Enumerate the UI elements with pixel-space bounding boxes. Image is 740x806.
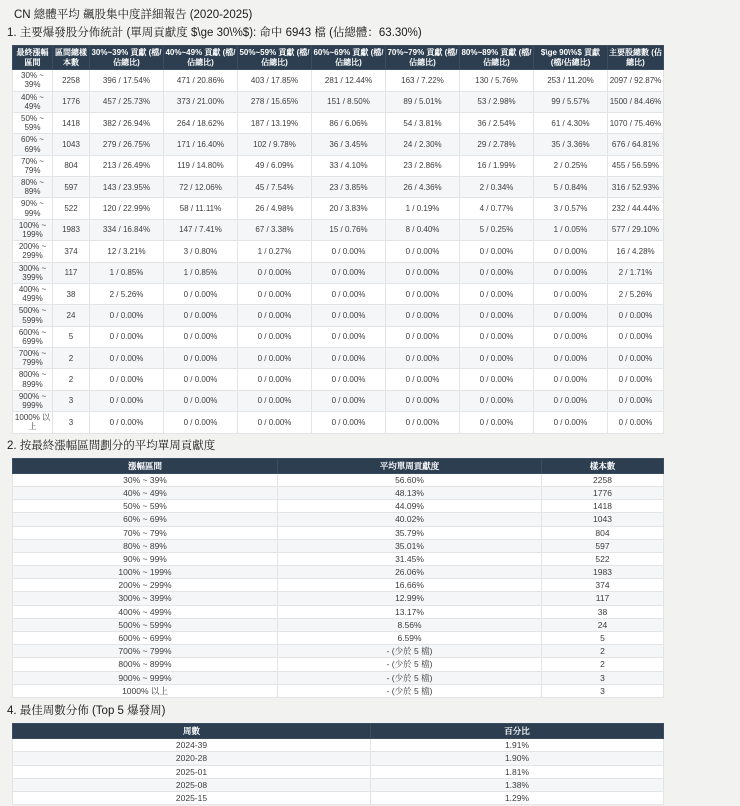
table-cell: 143 / 23.95% xyxy=(90,177,164,198)
table-cell: 5 / 0.25% xyxy=(460,219,534,240)
table-cell: 100% ~ 199% xyxy=(13,566,278,579)
table-row xyxy=(13,513,664,526)
table-cell: 1983 xyxy=(542,566,664,579)
table-cell: 0 / 0.00% xyxy=(164,283,238,304)
table-cell: 0 / 0.00% xyxy=(164,326,238,347)
table-cell: 0 / 0.00% xyxy=(312,262,386,283)
table-cell: 1983 xyxy=(53,219,90,240)
section-4-heading: 4. 最佳周數分佈 (Top 5 爆發周) xyxy=(7,704,166,717)
table-cell: 0 / 0.00% xyxy=(90,326,164,347)
table-cell: 0 / 0.00% xyxy=(460,412,534,433)
table-cell: 0 / 0.00% xyxy=(608,412,664,433)
table-row xyxy=(13,778,664,791)
table-cell: 163 / 7.22% xyxy=(386,70,460,91)
table-cell: 0 / 0.00% xyxy=(90,390,164,411)
table-cell: 0 / 0.00% xyxy=(534,241,608,262)
table-cell: 334 / 16.84% xyxy=(90,219,164,240)
table-cell: 0 / 0.00% xyxy=(534,412,608,433)
table-cell: 35 / 3.36% xyxy=(534,134,608,155)
table-cell: 24 xyxy=(542,618,664,631)
table-cell: 0 / 0.00% xyxy=(238,326,312,347)
table-cell: 4 / 0.77% xyxy=(460,198,534,219)
table-row xyxy=(13,241,664,262)
table-row xyxy=(13,91,664,112)
table-cell: 0 / 0.00% xyxy=(164,390,238,411)
column-header: 周數 xyxy=(13,723,371,738)
table-row xyxy=(13,618,664,631)
table-cell: 33 / 4.10% xyxy=(312,155,386,176)
table-cell: 0 / 0.00% xyxy=(312,369,386,390)
table-cell: 0 / 0.00% xyxy=(386,305,460,326)
table-cell: 58 / 11.11% xyxy=(164,198,238,219)
table-cell: 1 / 0.85% xyxy=(164,262,238,283)
table-cell: 374 xyxy=(53,241,90,262)
table-row xyxy=(13,645,664,658)
table-row xyxy=(13,262,664,283)
table-cell: 56.60% xyxy=(278,473,542,486)
table-cell: 24 / 2.30% xyxy=(386,134,460,155)
table-cell: 31.45% xyxy=(278,552,542,565)
table-cell: 130 / 5.76% xyxy=(460,70,534,91)
table-cell: 0 / 0.00% xyxy=(238,348,312,369)
table-cell: 50% ~ 59% xyxy=(13,112,53,133)
table-cell: 61 / 4.30% xyxy=(534,112,608,133)
table-cell: 264 / 18.62% xyxy=(164,112,238,133)
table-row xyxy=(13,566,664,579)
table-row xyxy=(13,765,664,778)
table-cell: 400% ~ 499% xyxy=(13,283,53,304)
table-cell: 1.91% xyxy=(371,739,664,752)
table-cell: 0 / 0.00% xyxy=(534,390,608,411)
table-cell: 804 xyxy=(53,155,90,176)
table-cell: 1.38% xyxy=(371,778,664,791)
table-row xyxy=(13,155,664,176)
table-cell: 26.06% xyxy=(278,566,542,579)
table-cell: 120 / 22.99% xyxy=(90,198,164,219)
column-header: 主要股總數 (佔總比) xyxy=(608,46,664,70)
table-cell: 2 / 0.34% xyxy=(460,177,534,198)
table-cell: 0 / 0.00% xyxy=(534,283,608,304)
table-cell: 24 xyxy=(53,305,90,326)
table-cell: 44.09% xyxy=(278,500,542,513)
table-row xyxy=(13,412,664,433)
table-cell: 40% ~ 49% xyxy=(13,91,53,112)
table-cell: 38 xyxy=(53,283,90,304)
table-cell: 16.66% xyxy=(278,579,542,592)
table-cell: 1418 xyxy=(53,112,90,133)
table-cell: 26 / 4.36% xyxy=(386,177,460,198)
table-cell: 500% ~ 599% xyxy=(13,305,53,326)
table-cell: 522 xyxy=(542,552,664,565)
table-cell: 300% ~ 399% xyxy=(13,262,53,283)
table-cell: 0 / 0.00% xyxy=(164,348,238,369)
table-cell: 0 / 0.00% xyxy=(608,369,664,390)
table-cell: 2 xyxy=(542,645,664,658)
table-row xyxy=(13,739,664,752)
table-cell: 0 / 0.00% xyxy=(386,369,460,390)
table-cell: 29 / 2.78% xyxy=(460,134,534,155)
column-header: 70%~79% 貢獻 (檔/佔總比) xyxy=(386,46,460,70)
table-cell: 2258 xyxy=(53,70,90,91)
table-cell: 99 / 5.57% xyxy=(534,91,608,112)
table-cell: 396 / 17.54% xyxy=(90,70,164,91)
table-cell: 2 xyxy=(53,348,90,369)
table-cell: 500% ~ 599% xyxy=(13,618,278,631)
table-row xyxy=(13,592,664,605)
column-header: 最終漲幅區間 xyxy=(13,46,53,70)
table-cell: 102 / 9.78% xyxy=(238,134,312,155)
table-cell: 80% ~ 89% xyxy=(13,539,278,552)
table-cell: 72 / 12.06% xyxy=(164,177,238,198)
table-cell: 15 / 0.76% xyxy=(312,219,386,240)
burst-distribution-table xyxy=(12,45,664,434)
column-header: 50%~59% 貢獻 (檔/佔總比) xyxy=(238,46,312,70)
table-cell: 0 / 0.00% xyxy=(90,348,164,369)
table-cell: 45 / 7.54% xyxy=(238,177,312,198)
table-cell: 6.59% xyxy=(278,632,542,645)
table-cell: - (少於 5 檔) xyxy=(278,671,542,684)
table-cell: 200% ~ 299% xyxy=(13,579,278,592)
table-cell: 16 / 4.28% xyxy=(608,241,664,262)
table-cell: 1.29% xyxy=(371,791,664,804)
table-cell: 700% ~ 799% xyxy=(13,645,278,658)
table-cell: 600% ~ 699% xyxy=(13,632,278,645)
table-cell: 0 / 0.00% xyxy=(608,305,664,326)
table-cell: 232 / 44.44% xyxy=(608,198,664,219)
table-cell: 70% ~ 79% xyxy=(13,155,53,176)
table-cell: 38 xyxy=(542,605,664,618)
column-header: 40%~49% 貢獻 (檔/佔總比) xyxy=(164,46,238,70)
table-cell: 36 / 3.45% xyxy=(312,134,386,155)
table-cell: 278 / 15.65% xyxy=(238,91,312,112)
table-cell: 119 / 14.80% xyxy=(164,155,238,176)
table-cell: 0 / 0.00% xyxy=(608,326,664,347)
table-cell: 281 / 12.44% xyxy=(312,70,386,91)
table-cell: 2020-28 xyxy=(13,752,371,765)
table-cell: 8 / 0.40% xyxy=(386,219,460,240)
table-row xyxy=(13,112,664,133)
table-cell: 23 / 2.86% xyxy=(386,155,460,176)
table-cell: 151 / 8.50% xyxy=(312,91,386,112)
table-cell: 0 / 0.00% xyxy=(534,369,608,390)
table-cell: - (少於 5 檔) xyxy=(278,645,542,658)
table-row xyxy=(13,539,664,552)
column-header: 平均單周貢獻度 xyxy=(278,458,542,473)
table-cell: 0 / 0.00% xyxy=(312,390,386,411)
table-cell: 471 / 20.86% xyxy=(164,70,238,91)
table-cell: 0 / 0.00% xyxy=(460,369,534,390)
table-cell: 35.01% xyxy=(278,539,542,552)
table-cell: 0 / 0.00% xyxy=(238,412,312,433)
table-row xyxy=(13,177,664,198)
table-cell: 0 / 0.00% xyxy=(386,241,460,262)
table-cell: 2 / 5.26% xyxy=(90,283,164,304)
table-cell: 0 / 0.00% xyxy=(534,326,608,347)
table-cell: 54 / 3.81% xyxy=(386,112,460,133)
table-cell: 23 / 3.85% xyxy=(312,177,386,198)
table-cell: 804 xyxy=(542,526,664,539)
table-cell: 2 / 0.25% xyxy=(534,155,608,176)
table-row xyxy=(13,605,664,618)
header-row xyxy=(13,723,664,738)
table-row xyxy=(13,671,664,684)
table-cell: 80% ~ 89% xyxy=(13,177,53,198)
table-cell: 90% ~ 99% xyxy=(13,552,278,565)
table-cell: 2097 / 92.87% xyxy=(608,70,664,91)
column-header: 60%~69% 貢獻 (檔/佔總比) xyxy=(312,46,386,70)
table-row xyxy=(13,219,664,240)
table-cell: 26 / 4.98% xyxy=(238,198,312,219)
table-row xyxy=(13,390,664,411)
table-cell: 5 xyxy=(53,326,90,347)
table-row xyxy=(13,500,664,513)
table-cell: 171 / 16.40% xyxy=(164,134,238,155)
table-cell: 522 xyxy=(53,198,90,219)
table-row xyxy=(13,134,664,155)
table-cell: 900% ~ 999% xyxy=(13,671,278,684)
table-cell: - (少於 5 檔) xyxy=(278,684,542,697)
table-cell: 3 xyxy=(542,684,664,697)
table-cell: 0 / 0.00% xyxy=(312,348,386,369)
header-row xyxy=(13,458,664,473)
table-cell: 0 / 0.00% xyxy=(90,412,164,433)
table-cell: 403 / 17.85% xyxy=(238,70,312,91)
table-cell: 374 xyxy=(542,579,664,592)
table-cell: 13.17% xyxy=(278,605,542,618)
table-cell: 800% ~ 899% xyxy=(13,369,53,390)
table-cell: 3 / 0.80% xyxy=(164,241,238,262)
table-cell: 3 xyxy=(542,671,664,684)
section-2-heading: 2. 按最終漲幅區間劃分的平均單周貢獻度 xyxy=(7,439,216,452)
table-cell: 382 / 26.94% xyxy=(90,112,164,133)
report-title: CN 總體平均 飆股集中度詳細報告 (2020-2025) xyxy=(14,9,253,21)
table-cell: 60% ~ 69% xyxy=(13,134,53,155)
table-cell: 50% ~ 59% xyxy=(13,500,278,513)
table-cell: 1043 xyxy=(542,513,664,526)
table-cell: 2 xyxy=(53,369,90,390)
table-cell: 0 / 0.00% xyxy=(312,326,386,347)
table-cell: 373 / 21.00% xyxy=(164,91,238,112)
column-header: 樣本數 xyxy=(542,458,664,473)
table-cell: 676 / 64.81% xyxy=(608,134,664,155)
table-cell: 455 / 56.59% xyxy=(608,155,664,176)
table-cell: 1.90% xyxy=(371,752,664,765)
table-cell: 0 / 0.00% xyxy=(386,390,460,411)
table-cell: 40% ~ 49% xyxy=(13,486,278,499)
table-row xyxy=(13,473,664,486)
table-cell: 1000% 以上 xyxy=(13,684,278,697)
table-cell: 0 / 0.00% xyxy=(164,412,238,433)
table-cell: 3 xyxy=(53,412,90,433)
table-cell: 1070 / 75.46% xyxy=(608,112,664,133)
table-cell: 0 / 0.00% xyxy=(386,326,460,347)
table-cell: 2 / 5.26% xyxy=(608,283,664,304)
table-row xyxy=(13,684,664,697)
table-cell: 0 / 0.00% xyxy=(238,283,312,304)
table-cell: 279 / 26.75% xyxy=(90,134,164,155)
table-row xyxy=(13,283,664,304)
table-cell: 700% ~ 799% xyxy=(13,348,53,369)
table-row xyxy=(13,526,664,539)
table-cell: 1 / 0.19% xyxy=(386,198,460,219)
table-cell: 1043 xyxy=(53,134,90,155)
table-cell: 0 / 0.00% xyxy=(534,348,608,369)
table-cell: 86 / 6.06% xyxy=(312,112,386,133)
table-cell: 253 / 11.20% xyxy=(534,70,608,91)
table-cell: 0 / 0.00% xyxy=(460,390,534,411)
table-cell: - (少於 5 檔) xyxy=(278,658,542,671)
table-cell: 0 / 0.00% xyxy=(90,305,164,326)
table-row xyxy=(13,552,664,565)
table-cell: 0 / 0.00% xyxy=(608,390,664,411)
table-cell: 2 xyxy=(542,658,664,671)
table-cell: 1776 xyxy=(53,91,90,112)
table-cell: 0 / 0.00% xyxy=(312,241,386,262)
table-cell: 0 / 0.00% xyxy=(460,241,534,262)
table-cell: 1 / 0.27% xyxy=(238,241,312,262)
table-cell: 53 / 2.98% xyxy=(460,91,534,112)
table-cell: 5 xyxy=(542,632,664,645)
header-row xyxy=(13,46,664,70)
column-header: 80%~89% 貢獻 (檔/佔總比) xyxy=(460,46,534,70)
column-header: $\ge 90\%$ 貢獻 (檔/佔總比) xyxy=(534,46,608,70)
table-cell: 30% ~ 39% xyxy=(13,70,53,91)
table-cell: 457 / 25.73% xyxy=(90,91,164,112)
table-cell: 0 / 0.00% xyxy=(460,305,534,326)
table-cell: 3 xyxy=(53,390,90,411)
column-header: 區間總樣本數 xyxy=(53,46,90,70)
table-cell: 200% ~ 299% xyxy=(13,241,53,262)
column-header: 30%~39% 貢獻 (檔/佔總比) xyxy=(90,46,164,70)
column-header: 漲幅區間 xyxy=(13,458,278,473)
table-cell: 70% ~ 79% xyxy=(13,526,278,539)
table-row xyxy=(13,658,664,671)
table-cell: 0 / 0.00% xyxy=(460,283,534,304)
table-row xyxy=(13,348,664,369)
table-cell: 800% ~ 899% xyxy=(13,658,278,671)
table-row xyxy=(13,369,664,390)
table-cell: 597 xyxy=(53,177,90,198)
table-cell: 60% ~ 69% xyxy=(13,513,278,526)
table-cell: 2025-15 xyxy=(13,791,371,804)
table-cell: 67 / 3.38% xyxy=(238,219,312,240)
table-cell: 0 / 0.00% xyxy=(534,305,608,326)
table-cell: 0 / 0.00% xyxy=(386,348,460,369)
table-cell: 16 / 1.99% xyxy=(460,155,534,176)
table-cell: 0 / 0.00% xyxy=(608,348,664,369)
table-cell: 577 / 29.10% xyxy=(608,219,664,240)
table-cell: 0 / 0.00% xyxy=(460,262,534,283)
table-row xyxy=(13,752,664,765)
table-cell: 147 / 7.41% xyxy=(164,219,238,240)
table-cell: 316 / 52.93% xyxy=(608,177,664,198)
table-cell: 48.13% xyxy=(278,486,542,499)
table-cell: 0 / 0.00% xyxy=(164,305,238,326)
top-weeks-table xyxy=(12,723,664,805)
table-cell: 3 / 0.57% xyxy=(534,198,608,219)
table-cell: 0 / 0.00% xyxy=(90,369,164,390)
table-cell: 1.81% xyxy=(371,765,664,778)
table-cell: 2258 xyxy=(542,473,664,486)
table-cell: 600% ~ 699% xyxy=(13,326,53,347)
table-row xyxy=(13,486,664,499)
table-cell: 49 / 6.09% xyxy=(238,155,312,176)
table-cell: 1 / 0.05% xyxy=(534,219,608,240)
table-row xyxy=(13,791,664,804)
table-cell: 12 / 3.21% xyxy=(90,241,164,262)
section-1-heading: 1. 主要爆發股分佈統計 (單周貢獻度 $\ge 30\%$): 命中 6943 檔 (佔總體：63.30%) xyxy=(7,27,422,39)
table-row xyxy=(13,70,664,91)
table-cell: 20 / 3.83% xyxy=(312,198,386,219)
table-cell: 117 xyxy=(53,262,90,283)
table-row xyxy=(13,198,664,219)
table-cell: 30% ~ 39% xyxy=(13,473,278,486)
table-cell: 2 / 1.71% xyxy=(608,262,664,283)
table-cell: 2024-39 xyxy=(13,739,371,752)
table-cell: 0 / 0.00% xyxy=(386,283,460,304)
table-cell: 36 / 2.54% xyxy=(460,112,534,133)
table-cell: 1 / 0.85% xyxy=(90,262,164,283)
table-cell: 117 xyxy=(542,592,664,605)
table-cell: 0 / 0.00% xyxy=(386,412,460,433)
table-cell: 0 / 0.00% xyxy=(238,390,312,411)
table-cell: 1000% 以上 xyxy=(13,412,53,433)
table-cell: 0 / 0.00% xyxy=(238,262,312,283)
table-cell: 0 / 0.00% xyxy=(238,305,312,326)
table-row xyxy=(13,632,664,645)
table-cell: 213 / 26.49% xyxy=(90,155,164,176)
table-cell: 5 / 0.84% xyxy=(534,177,608,198)
table-cell: 0 / 0.00% xyxy=(312,283,386,304)
table-cell: 1418 xyxy=(542,500,664,513)
table-cell: 90% ~ 99% xyxy=(13,198,53,219)
table-cell: 900% ~ 999% xyxy=(13,390,53,411)
table-cell: 0 / 0.00% xyxy=(164,369,238,390)
table-cell: 0 / 0.00% xyxy=(386,262,460,283)
column-header: 百分比 xyxy=(371,723,664,738)
avg-weekly-contribution-table xyxy=(12,458,664,698)
table-cell: 0 / 0.00% xyxy=(460,348,534,369)
table-cell: 100% ~ 199% xyxy=(13,219,53,240)
table-cell: 1776 xyxy=(542,486,664,499)
table-cell: 2025-08 xyxy=(13,778,371,791)
table-cell: 2025-01 xyxy=(13,765,371,778)
table-cell: 12.99% xyxy=(278,592,542,605)
table-row xyxy=(13,579,664,592)
table-cell: 187 / 13.19% xyxy=(238,112,312,133)
table-cell: 8.56% xyxy=(278,618,542,631)
table-cell: 0 / 0.00% xyxy=(534,262,608,283)
table-cell: 300% ~ 399% xyxy=(13,592,278,605)
table-cell: 0 / 0.00% xyxy=(238,369,312,390)
table-cell: 1500 / 84.46% xyxy=(608,91,664,112)
table-row xyxy=(13,326,664,347)
table-cell: 597 xyxy=(542,539,664,552)
table-cell: 35.79% xyxy=(278,526,542,539)
table-cell: 0 / 0.00% xyxy=(312,412,386,433)
table-cell: 0 / 0.00% xyxy=(460,326,534,347)
table-row xyxy=(13,305,664,326)
table-cell: 0 / 0.00% xyxy=(312,305,386,326)
table-cell: 89 / 5.01% xyxy=(386,91,460,112)
table-cell: 400% ~ 499% xyxy=(13,605,278,618)
table-cell: 40.02% xyxy=(278,513,542,526)
